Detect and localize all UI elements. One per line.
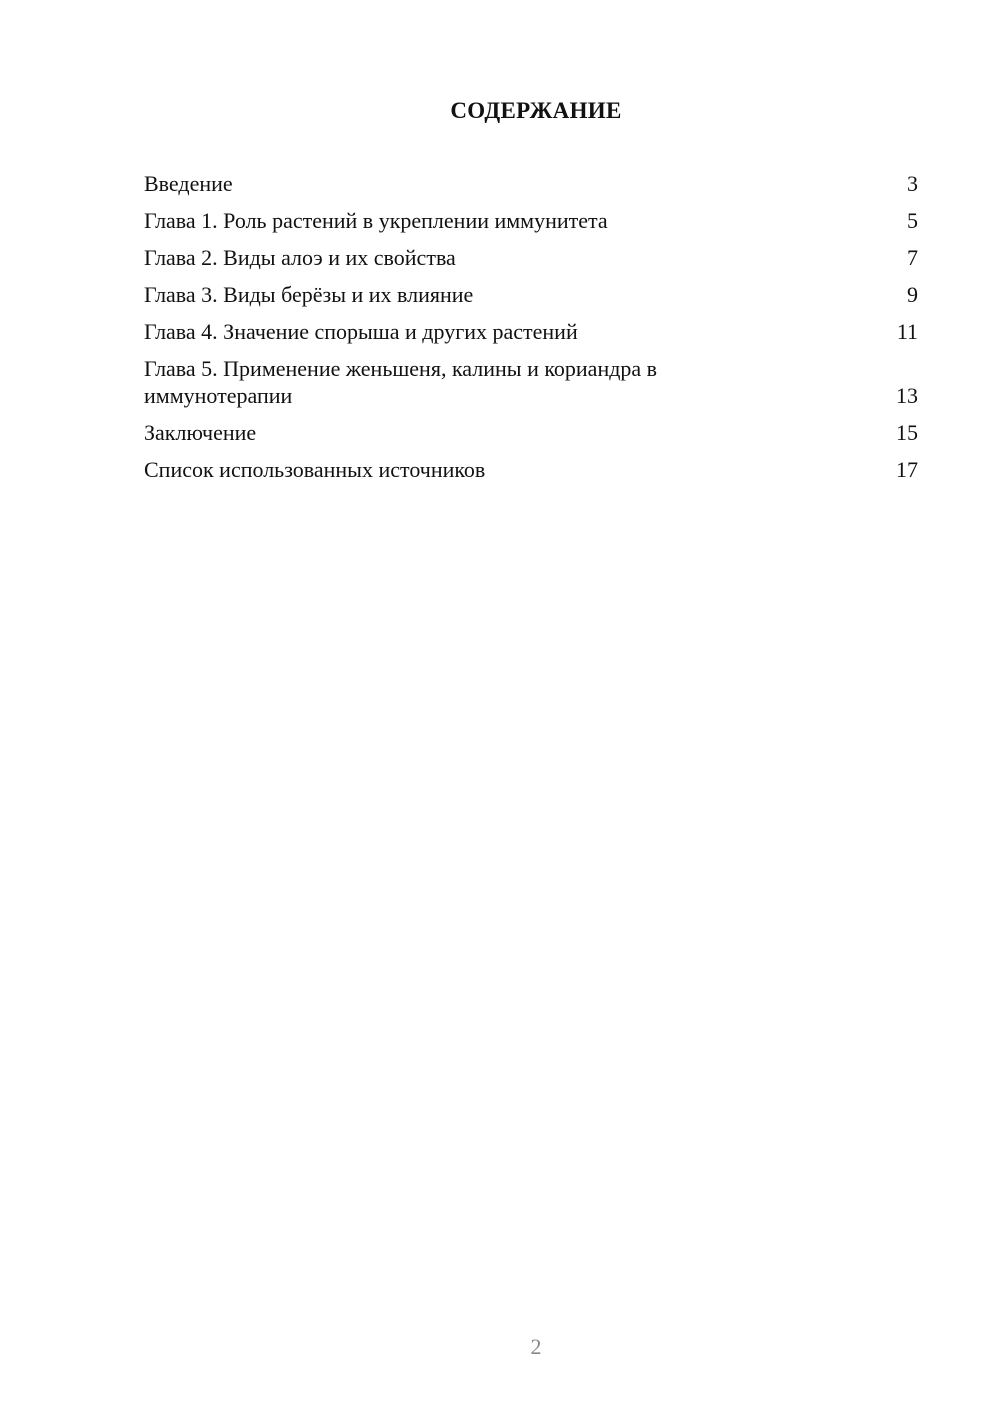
toc-entry-page: 17	[896, 457, 918, 482]
toc-entry-label: Глава 4. Значение спорыша и других растений	[144, 319, 578, 344]
toc-title: СОДЕРЖАНИЕ	[450, 98, 622, 123]
toc-entry-label: Глава 3. Виды берёзы и их влияние	[144, 282, 474, 307]
toc-entry	[144, 281, 918, 308]
toc-entry	[144, 419, 918, 446]
toc-entry	[144, 207, 918, 234]
toc-entry-label: Глава 1. Роль растений в укреплении иммунитета	[144, 208, 608, 233]
toc-entry-page: 15	[896, 420, 918, 445]
toc-entry	[144, 244, 918, 271]
toc-entry-page: 13	[896, 383, 918, 408]
toc-entry-label: Введение	[144, 171, 233, 196]
toc-entry	[144, 355, 918, 409]
toc-entry-page: 7	[907, 245, 918, 270]
toc-entry-page: 5	[907, 208, 918, 233]
toc-entry-page: 3	[907, 171, 918, 196]
toc-entry	[144, 318, 918, 345]
toc-list	[144, 170, 918, 493]
page-number: 2	[530, 1334, 542, 1359]
toc-entry-label: Глава 2. Виды алоэ и их свойства	[144, 245, 456, 270]
toc-entry	[144, 456, 918, 483]
toc-entry-label: Заключение	[144, 420, 257, 445]
toc-entry-page: 9	[907, 282, 918, 307]
toc-entry-page: 11	[896, 319, 918, 344]
toc-entry-label: Список использованных источников	[144, 457, 486, 482]
toc-entry-label: Глава 5. Применение женьшеня, калины и кориандра в иммунотерапии	[144, 356, 658, 408]
toc-entry	[144, 170, 918, 197]
